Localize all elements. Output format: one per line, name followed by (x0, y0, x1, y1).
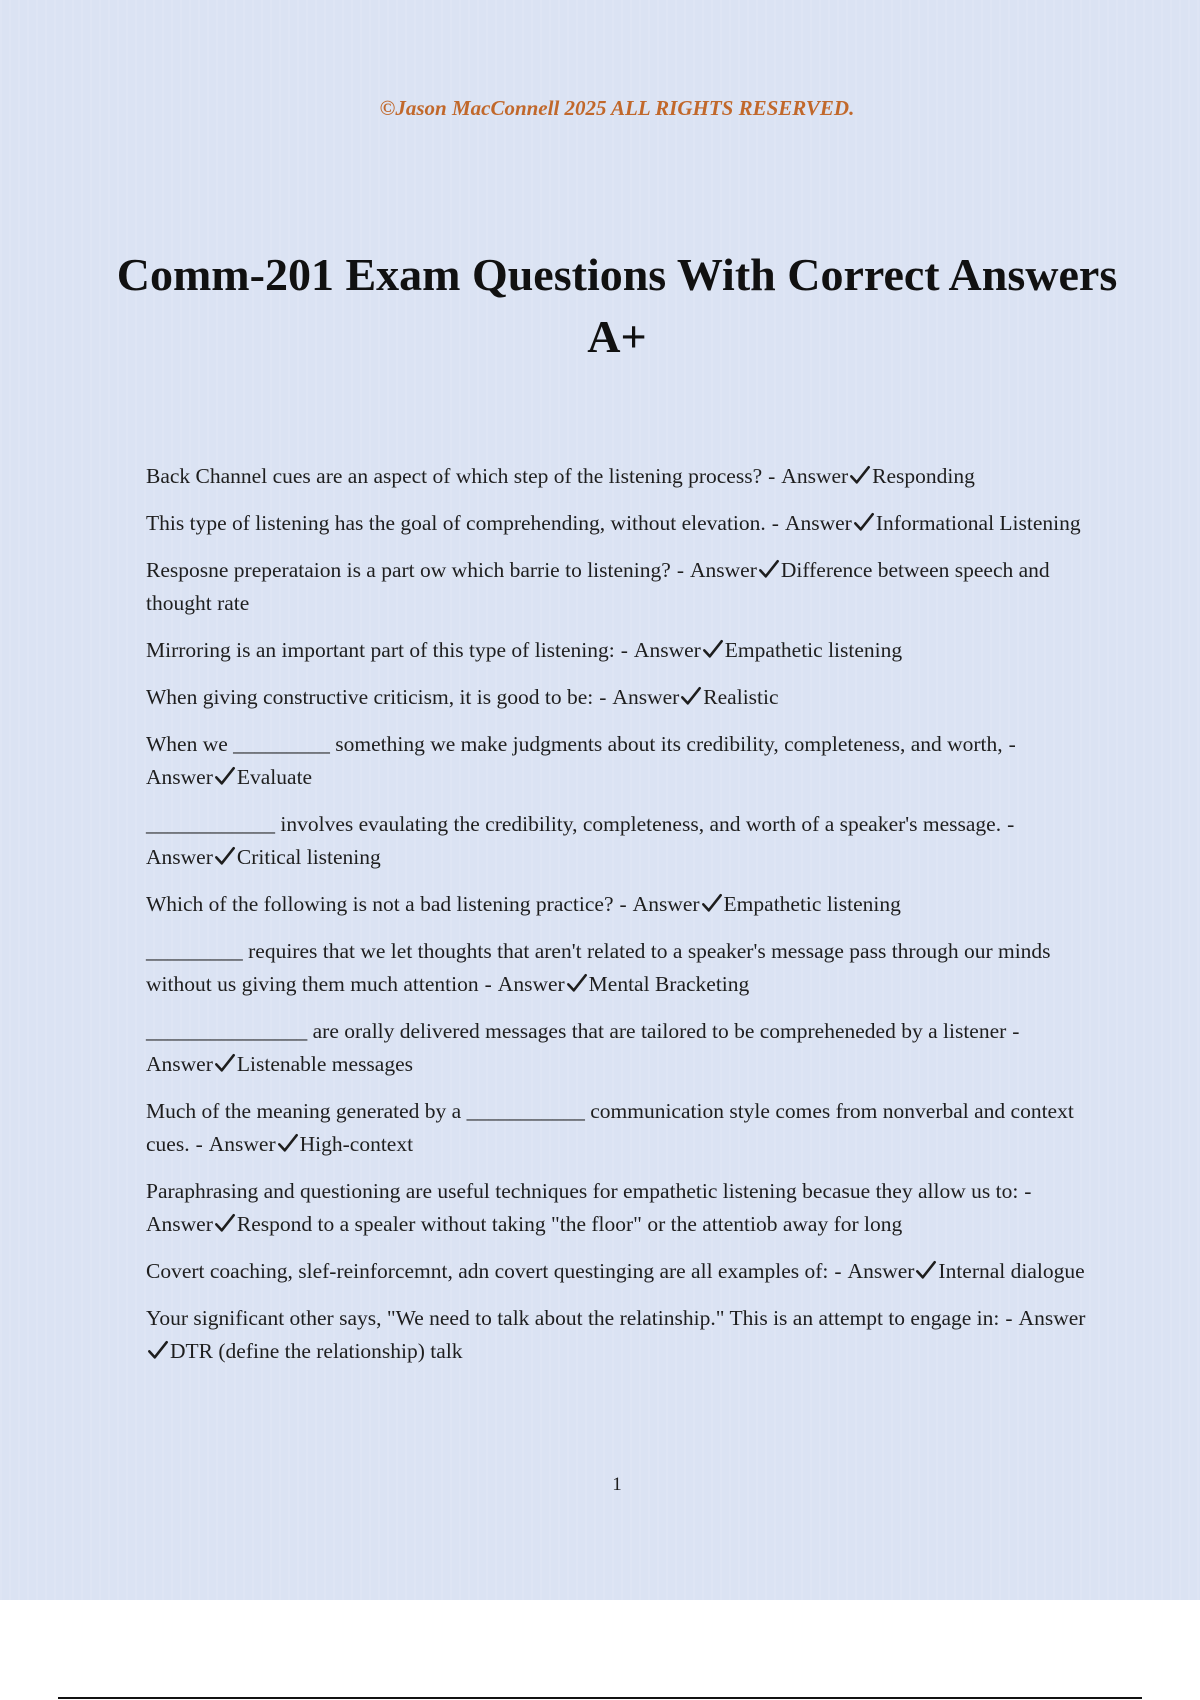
answer-text: Internal dialogue (938, 1259, 1085, 1283)
check-mark-icon (214, 1212, 236, 1234)
answer-separator: - (620, 638, 628, 662)
answer-separator: - (1024, 1179, 1032, 1203)
answer-text: Evaluate (236, 765, 313, 789)
answer-separator: - (195, 1132, 203, 1156)
check-mark-icon (702, 638, 724, 660)
qa-item (146, 1175, 1086, 1241)
qa-item (146, 808, 1086, 874)
qa-item (146, 507, 1086, 540)
answer-text: Difference between speech and thought rate (146, 558, 1050, 615)
answer-separator: - (1008, 732, 1016, 756)
answer-text: High-context (299, 1132, 414, 1156)
answer-separator: - (599, 685, 607, 709)
check-mark-icon (566, 972, 588, 994)
check-mark-icon (853, 511, 875, 533)
answer-label: Answer (847, 1259, 915, 1283)
answer-label: Answer (146, 845, 213, 869)
check-mark-icon (277, 1132, 299, 1154)
answer-label: Answer (146, 1052, 213, 1076)
check-mark-icon (701, 892, 723, 914)
question-text: Which of the following is not a bad listening practice? (146, 892, 614, 916)
answer-separator: - (771, 511, 779, 535)
answer-label: Answer (689, 558, 757, 582)
question-text: ____________ involves evaulating the credibility, completeness, and worth of a speaker's message. (146, 812, 1002, 836)
answer-separator: - (1012, 1019, 1020, 1043)
qa-item (146, 1015, 1086, 1081)
qa-item (146, 460, 1086, 493)
answer-text: Realistic (703, 685, 779, 709)
question-text: Back Channel cues are an aspect of which step of the listening process? (146, 464, 763, 488)
qa-item (146, 1302, 1086, 1368)
answer-separator: - (676, 558, 684, 582)
question-text: When we _________ something we make judgments about its credibility, completeness, and worth, (146, 732, 1003, 756)
check-mark-icon (214, 1052, 236, 1074)
answer-text: Empathetic listening (723, 892, 901, 916)
answer-label: Answer (612, 685, 680, 709)
answer-text: Responding (872, 464, 975, 488)
footer-divider (58, 1697, 1142, 1699)
question-text: _______________ are orally delivered messages that are tailored to be compreheneded by a listener (146, 1019, 1007, 1043)
question-text: When giving constructive criticism, it is good to be: (146, 685, 594, 709)
answer-separator: - (619, 892, 627, 916)
answer-text: DTR (define the relationship) talk (170, 1339, 463, 1363)
page-number: 1 (612, 1474, 622, 1495)
answer-label: Answer (633, 638, 701, 662)
answer-text: Listenable messages (236, 1052, 414, 1076)
check-mark-icon (147, 1339, 169, 1361)
answer-separator: - (484, 972, 492, 996)
answer-separator: - (768, 464, 776, 488)
qa-item (146, 1255, 1086, 1288)
copyright-notice: ©Jason MacConnell 2025 ALL RIGHTS RESERVED. (379, 96, 855, 120)
answer-text: Mental Bracketing (588, 972, 750, 996)
answer-label: Answer (632, 892, 700, 916)
question-text: Resposne preperataion is a part ow which barrie to listening? (146, 558, 671, 582)
question-text: Covert coaching, slef-reinforcemnt, adn covert questinging are all examples of: (146, 1259, 829, 1283)
qa-item (146, 634, 1086, 667)
check-mark-icon (849, 464, 871, 486)
answer-label: Answer (1018, 1306, 1086, 1330)
check-mark-icon (214, 845, 236, 867)
question-text: Paraphrasing and questioning are useful techniques for empathetic listening becasue they allow us to: (146, 1179, 1019, 1203)
answer-label: Answer (146, 765, 213, 789)
answer-label: Answer (208, 1132, 276, 1156)
answer-separator: - (834, 1259, 842, 1283)
question-answer-list (146, 460, 1086, 1382)
answer-text: Empathetic listening (724, 638, 903, 662)
answer-label: Answer (146, 1212, 213, 1236)
question-text: Mirroring is an important part of this type of listening: (146, 638, 615, 662)
check-mark-icon (214, 765, 236, 787)
question-text: This type of listening has the goal of comprehending, without elevation. (146, 511, 766, 535)
answer-label: Answer (781, 464, 849, 488)
check-mark-icon (680, 685, 702, 707)
answer-text: Respond to a spealer without taking "the floor" or the attentiob away for long (236, 1212, 903, 1236)
qa-item (146, 888, 1086, 921)
question-text: Your significant other says, "We need to talk about the relatinship." This is an attempt to engage in: (146, 1306, 1000, 1330)
answer-label: Answer (497, 972, 565, 996)
question-text: _________ requires that we let thoughts that aren't related to a speaker's message pass through our minds without us giving them much attention (146, 939, 1051, 996)
answer-label: Answer (784, 511, 852, 535)
question-text: Much of the meaning generated by a ___________ communication style comes from nonverbal and context cues. (146, 1099, 1074, 1156)
answer-text: Informational Listening (875, 511, 1081, 535)
qa-item (146, 1095, 1086, 1161)
check-mark-icon (758, 558, 780, 580)
answer-separator: - (1007, 812, 1015, 836)
qa-item (146, 681, 1086, 714)
qa-item (146, 935, 1086, 1001)
qa-item (146, 728, 1086, 794)
qa-item (146, 554, 1086, 620)
document-title: Comm-201 Exam Questions With Correct Answers A+ (116, 249, 1118, 362)
answer-text: Critical listening (236, 845, 381, 869)
answer-separator: - (1005, 1306, 1013, 1330)
check-mark-icon (915, 1259, 937, 1281)
